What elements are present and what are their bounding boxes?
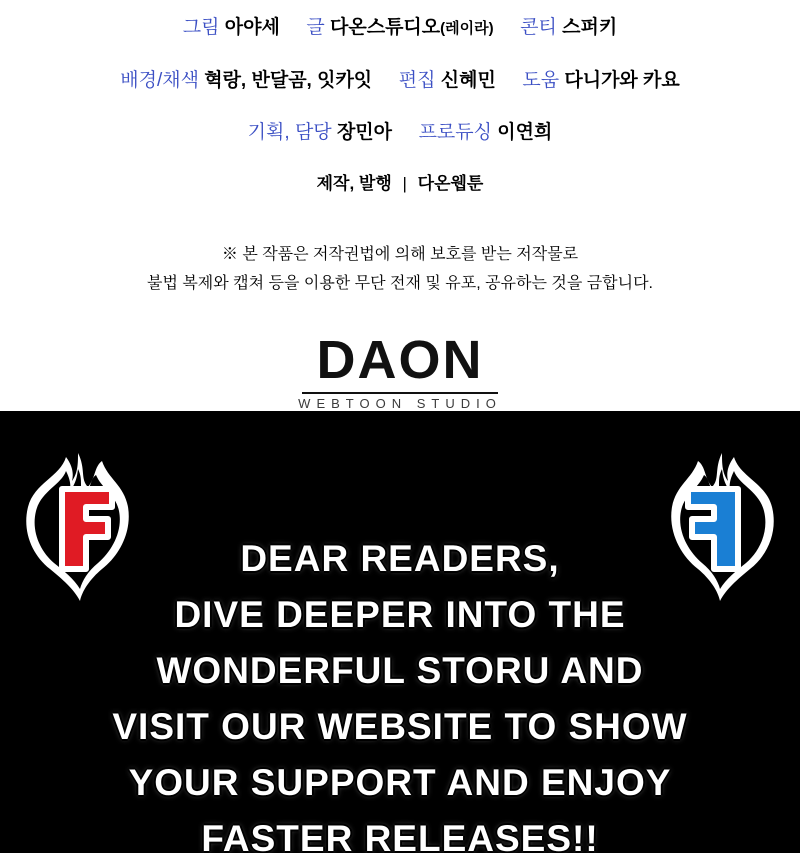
credit-role: 배경/채색 bbox=[120, 70, 199, 91]
credit-name: 신혜민 bbox=[440, 70, 496, 91]
promo-line-1: DEAR READERS, bbox=[240, 538, 560, 579]
credit-line-4 bbox=[0, 170, 800, 198]
promo-line-4: VISIT OUR WEBSITE TO SHOW bbox=[112, 706, 688, 747]
credit-name: 다온스튜디오 bbox=[330, 17, 441, 38]
credit-role: 편집 bbox=[398, 70, 436, 91]
credit-name: 이연희 bbox=[497, 122, 553, 143]
promo-banner-text bbox=[0, 531, 800, 853]
credit-name-suffix: (레이라) bbox=[440, 20, 494, 37]
copyright-notice-line-2: 불법 복제와 캡쳐 등을 이용한 무단 전재 및 유포, 공유하는 것을 금합니다. bbox=[146, 275, 653, 292]
copyright-notice-line-1: ※ 본 작품은 저작권법에 의해 보호를 받는 저작물로 bbox=[221, 246, 579, 263]
publisher-name: 다온웹툰 bbox=[417, 174, 484, 193]
credit-name: 혁랑, 반달곰, 잇카잇 bbox=[204, 70, 373, 91]
daon-logo bbox=[0, 332, 800, 411]
credit-line-3 bbox=[0, 119, 800, 147]
credit-name: 스퍼키 bbox=[562, 17, 618, 38]
credit-name: 장민아 bbox=[336, 122, 392, 143]
publisher-role: 제작, 발행 bbox=[316, 174, 392, 193]
daon-logo-tagline: WEBTOON STUDIO bbox=[298, 396, 502, 411]
promo-banner bbox=[0, 411, 800, 853]
credit-role: 프로듀싱 bbox=[418, 122, 492, 143]
promo-line-6: FASTER RELEASES!! bbox=[201, 818, 599, 853]
promo-line-5: YOUR SUPPORT AND ENJOY bbox=[128, 762, 672, 803]
credit-role: 그림 bbox=[182, 17, 220, 38]
credit-line-2 bbox=[0, 67, 800, 95]
copyright-notice bbox=[0, 240, 800, 298]
credit-name: 다니가와 카요 bbox=[564, 70, 680, 91]
credit-name: 아야세 bbox=[224, 17, 280, 38]
promo-line-3: WONDERFUL STORU AND bbox=[156, 650, 644, 691]
promo-line-2: DIVE DEEPER INTO THE bbox=[174, 594, 626, 635]
credit-role: 기획, 담당 bbox=[247, 122, 332, 143]
publisher-divider: | bbox=[402, 174, 407, 193]
daon-logo-wordmark: DAON bbox=[316, 330, 484, 390]
credit-line-1 bbox=[0, 14, 800, 43]
credit-role: 도움 bbox=[522, 70, 560, 91]
daon-logo-rule bbox=[302, 392, 498, 394]
credit-role: 글 bbox=[306, 17, 325, 38]
credit-role: 콘티 bbox=[520, 17, 557, 38]
